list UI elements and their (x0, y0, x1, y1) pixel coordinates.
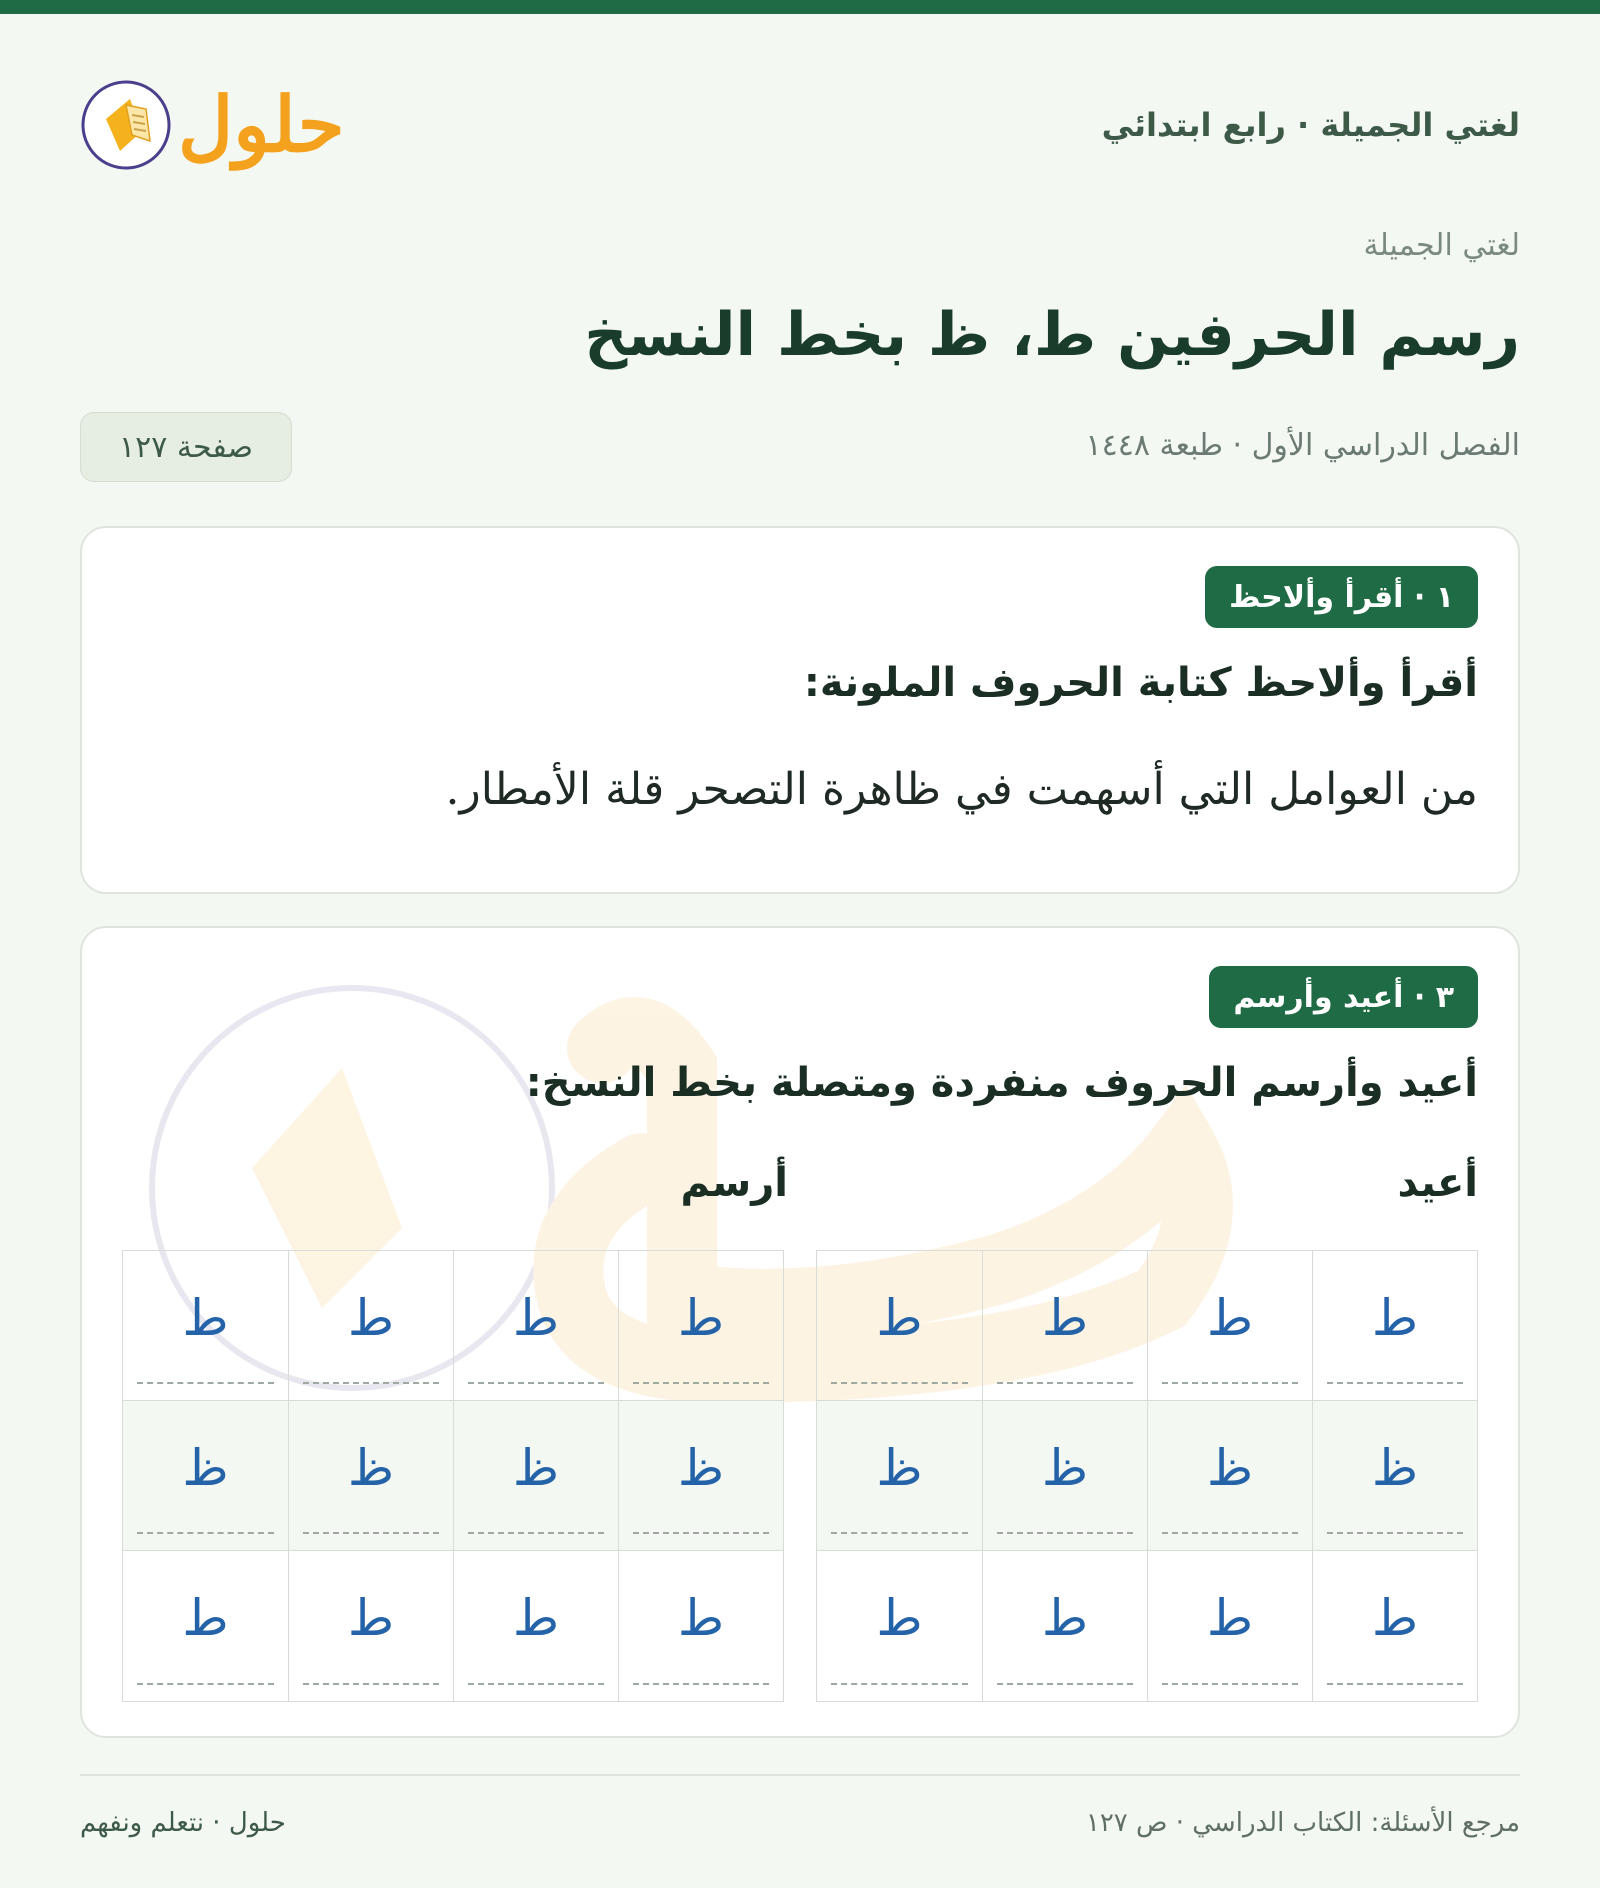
letter-cell[interactable] (288, 1401, 453, 1551)
letter: ط (1041, 1589, 1089, 1647)
footer-reference: مرجع الأسئلة: الكتاب الدراسي · ص ١٢٧ (1085, 1808, 1520, 1838)
repeat-draw-card (80, 926, 1520, 1738)
page-number-badge: صفحة ١٢٧ (80, 412, 292, 482)
letter-cell[interactable] (1312, 1251, 1477, 1401)
letter: ظ (677, 1438, 725, 1497)
letter: ط (1371, 1288, 1419, 1347)
logo[interactable] (80, 79, 345, 171)
letter-cell[interactable] (123, 1551, 288, 1701)
semester-meta: الفصل الدراسي الأول · طبعة ١٤٤٨ (1085, 428, 1520, 463)
letter-cell[interactable] (123, 1401, 288, 1551)
top-accent-bar (0, 0, 1600, 14)
section-badge: ١ · أقرأ وألاحظ (1205, 566, 1478, 628)
highlighted-letter: ظ (905, 764, 941, 815)
letter-cell[interactable] (123, 1251, 288, 1401)
footer-brand: حلول · نتعلم ونفهم (80, 1808, 286, 1838)
letter: ط (512, 1288, 560, 1347)
letter-cell[interactable] (618, 1551, 783, 1701)
page-header (80, 60, 1520, 190)
highlighted-letter: ط (494, 764, 531, 815)
letter-cell[interactable] (1147, 1251, 1312, 1401)
letter: ط (677, 1288, 725, 1347)
letter: ط (347, 1589, 395, 1647)
sentence-part: ار. (445, 764, 495, 815)
letter: ط (182, 1589, 229, 1647)
subject-label: لغتي الجميلة (1363, 228, 1520, 263)
sentence-part: من العوامل التي أسهمت في (940, 764, 1478, 815)
letter: ظ (1041, 1438, 1089, 1497)
letter: ط (1206, 1589, 1254, 1647)
book-icon (80, 79, 172, 171)
letter-cell[interactable] (453, 1401, 618, 1551)
repeat-label: أعيد (1397, 1160, 1478, 1206)
draw-label: أرسم (680, 1160, 788, 1206)
letter-cell[interactable] (288, 1551, 453, 1701)
letter: ظ (876, 1438, 923, 1497)
page-title: رسم الحرفين ط، ظ بخط النسخ (584, 300, 1520, 370)
repeat-grid (816, 1250, 1478, 1702)
letter-cell[interactable] (453, 1251, 618, 1401)
sentence-part: اهرة التصحر قلة الأم (530, 764, 906, 815)
letter-cell[interactable] (1147, 1401, 1312, 1551)
letter-cell[interactable] (982, 1251, 1147, 1401)
letter: ظ (512, 1438, 560, 1497)
letter-cell[interactable] (1312, 1551, 1477, 1701)
letter-cell[interactable] (817, 1551, 982, 1701)
letter: ط (182, 1288, 229, 1347)
letter: ط (512, 1589, 560, 1647)
read-observe-card (80, 526, 1520, 894)
letter-cell[interactable] (1312, 1401, 1477, 1551)
letter: ط (677, 1589, 725, 1647)
letter: ظ (1206, 1438, 1254, 1497)
letter-cell[interactable] (982, 1551, 1147, 1701)
letter-cell[interactable] (618, 1251, 783, 1401)
subject-grade: لغتي الجميلة · رابع ابتدائي (1101, 106, 1520, 144)
letter: ط (347, 1288, 395, 1347)
letter: ظ (1371, 1438, 1419, 1497)
letter: ط (1206, 1288, 1254, 1347)
letter: ظ (182, 1438, 229, 1497)
letter: ظ (347, 1438, 395, 1497)
letter: ط (1041, 1288, 1089, 1347)
example-sentence (446, 764, 1479, 815)
letter-cell[interactable] (817, 1251, 982, 1401)
question-text: أعيد وأرسم الحروف منفردة ومتصلة بخط النسخ: (525, 1060, 1478, 1106)
letter-cell[interactable] (453, 1551, 618, 1701)
letter-cell[interactable] (817, 1401, 982, 1551)
draw-grid (122, 1250, 784, 1702)
letter-cell[interactable] (982, 1401, 1147, 1551)
letter-cell[interactable] (618, 1401, 783, 1551)
letter-cell[interactable] (1147, 1551, 1312, 1701)
letter: ط (876, 1288, 923, 1347)
letter: ط (1371, 1589, 1419, 1647)
letter-cell[interactable] (288, 1251, 453, 1401)
question-text: أقرأ وألاحظ كتابة الحروف الملونة: (803, 660, 1478, 706)
logo-wordmark: حلول (178, 80, 345, 169)
footer-divider (80, 1774, 1520, 1776)
letter: ط (876, 1589, 923, 1647)
section-badge: ٣ · أعيد وأرسم (1209, 966, 1478, 1028)
